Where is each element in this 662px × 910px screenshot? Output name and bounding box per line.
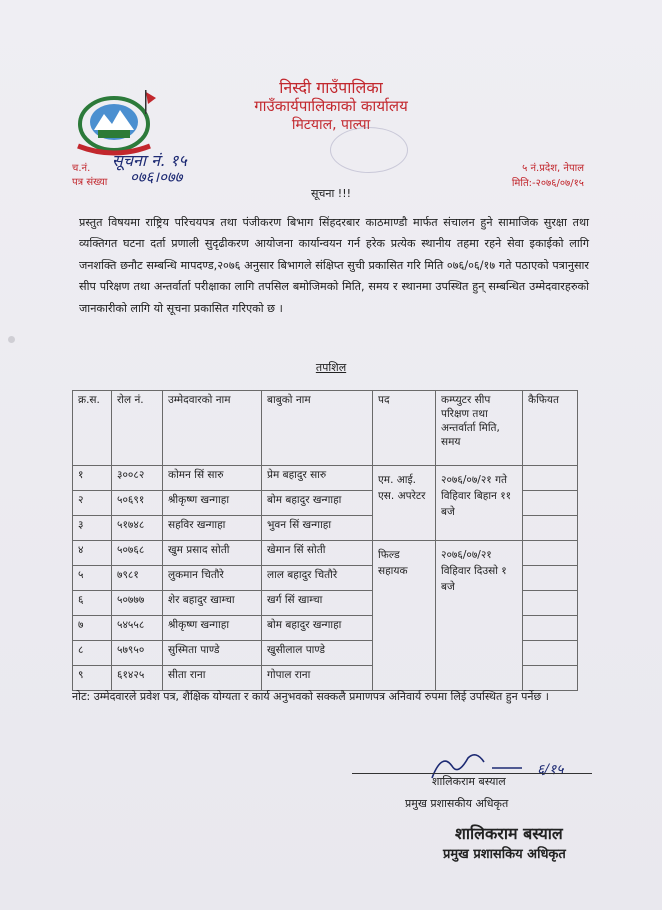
cell-candidate: सुस्मिता पाण्डे xyxy=(163,641,262,666)
col-serial: क्र.स. xyxy=(73,391,112,466)
cell-roll: ५०६९१ xyxy=(112,491,163,516)
cell-serial: ६ xyxy=(73,591,112,616)
cell-remarks xyxy=(523,566,578,591)
punch-hole xyxy=(8,336,15,343)
signatory-name: शालिकराम बस्याल xyxy=(432,775,506,788)
reference-label: च.नं. xyxy=(72,163,91,174)
cell-candidate: खुम प्रसाद सोती xyxy=(163,541,262,566)
name-stamp: शालिकराम बस्याल xyxy=(455,824,563,843)
col-father: बाबुको नाम xyxy=(262,391,373,466)
cell-candidate: श्रीकृष्ण खन्गाहा xyxy=(163,491,262,516)
cell-candidate: श्रीकृष्ण खन्गाहा xyxy=(163,616,262,641)
office-address: मिटयाल, पाल्पा xyxy=(291,117,371,133)
cell-father: खेमान सिं सोती xyxy=(262,541,373,566)
cell-serial: ३ xyxy=(73,516,112,541)
cell-candidate: सहविर खन्गाहा xyxy=(163,516,262,541)
cell-schedule-group2: २०७६/०७/२१ विहिवार दिउसो १ बजे xyxy=(436,541,523,691)
dispatch-label: पत्र संख्या xyxy=(72,177,108,188)
cell-remarks xyxy=(523,641,578,666)
annex-title: तपशिल xyxy=(315,361,347,374)
cell-father: खुसीलाल पाण्डे xyxy=(262,641,373,666)
cell-serial: ७ xyxy=(73,616,112,641)
cell-post-group1: एम. आई. एस. अपरेटर xyxy=(373,466,436,541)
cell-roll: ५४५५८ xyxy=(112,616,163,641)
cell-roll: ५१७४८ xyxy=(112,516,163,541)
dispatch-handwritten: ०७६।०७७ xyxy=(130,168,183,186)
col-remarks: कैफियत xyxy=(523,391,578,466)
col-schedule: कम्प्युटर सीप परिक्षण तथा अन्तर्वार्ता मिति, समय xyxy=(436,391,523,466)
cell-schedule-group1: २०७६/०७/२१ गते विहिवार बिहान ११ बजे xyxy=(436,466,523,541)
cell-roll: ६१४२५ xyxy=(112,666,163,691)
cell-roll: ३००८२ xyxy=(112,466,163,491)
cell-remarks xyxy=(523,491,578,516)
office-stamp xyxy=(330,127,408,173)
cell-father: प्रेम बहादुर सारु xyxy=(262,466,373,491)
title-stamp: प्रमुख प्रशासकिय अधिकृत xyxy=(443,847,566,862)
cell-remarks xyxy=(523,616,578,641)
reference-handwritten: सूचना नं. १५ xyxy=(112,151,187,170)
notice-body: प्रस्तुत विषयमा राष्ट्रिय परिचयपत्र तथा पंजीकरण बिभाग सिंहदरबार काठमाण्डौ मार्फत संचालन हुने सामाजिक सुरक्षा तथा व्यक्तिगत घटना दर्ता प्रणाली सुदृढीकरण आयोजना कार्यान्वयन गर्न हरेक प्रत्येक स्थानीय तहमा रहने सेवा इकाईको लागि जनशक्ति छनौट सम्बन्धि मापदण्ड,२०७६ अनुसार बिभागले संक्षिप्त सुची प्रकासित गरि मिति ०७६/०६/१७ गते पठाएको पत्रानुसार सीप परिक्षण तथा अन्तर्वार्ता परीक्षाका लागि तपसिल बमोजिमको मिति, समय र स्थानमा उपस्थित हुन् सम्बन्धित उम्मेदवारहरुको जानकारीको लागि यो सूचना प्रकासित गरिएको छ । xyxy=(79,216,589,315)
cell-father: बोम बहादुर खन्गाहा xyxy=(262,616,373,641)
cell-candidate: शेर बहादुर खाम्चा xyxy=(163,591,262,616)
col-post: पद xyxy=(373,391,436,466)
municipality-name: निस्दी गाउँपालिका xyxy=(279,78,383,97)
signatory-title: प्रमुख प्रशासकीय अधिकृत xyxy=(405,797,509,810)
table-row xyxy=(73,541,578,566)
candidate-table xyxy=(72,390,578,691)
cell-serial: ५ xyxy=(73,566,112,591)
note-text: नोट: उम्मेदवारले प्रवेश पत्र, शैक्षिक योग्यता र कार्य अनुभवको सक्कलै प्रमाणपत्र अनिवार्य रुपमा लिई उपस्थित हुन पर्नेछ । xyxy=(72,690,549,703)
office-name: गाउँकार्यपालिकाको कार्यालय xyxy=(254,97,408,115)
cell-father: बोम बहादुर खन्गाहा xyxy=(262,491,373,516)
cell-roll: ७९८१ xyxy=(112,566,163,591)
cell-remarks xyxy=(523,466,578,491)
cell-father: गोपाल राना xyxy=(262,666,373,691)
cell-candidate: लुकमान चितौरे xyxy=(163,566,262,591)
cell-serial: ९ xyxy=(73,666,112,691)
notice-subject: सूचना !!! xyxy=(310,187,352,200)
cell-serial: २ xyxy=(73,491,112,516)
cell-roll: ५०७७७ xyxy=(112,591,163,616)
cell-serial: १ xyxy=(73,466,112,491)
table-row xyxy=(73,466,578,491)
date-text: मिति:-२०७६/०७/१५ xyxy=(511,178,584,189)
table-header-row xyxy=(73,391,578,466)
cell-roll: ५०७६८ xyxy=(112,541,163,566)
signature-date: ६/१५ xyxy=(537,762,564,778)
cell-father: लाल बहादुर चितौरे xyxy=(262,566,373,591)
col-candidate: उम्मेदवारको नाम xyxy=(163,391,262,466)
cell-serial: ८ xyxy=(73,641,112,666)
cell-remarks xyxy=(523,516,578,541)
province-text: ५ नं.प्रदेश, नेपाल xyxy=(522,163,584,174)
cell-remarks xyxy=(523,591,578,616)
cell-roll: ५७९५० xyxy=(112,641,163,666)
cell-father: खर्ग सिं खाम्चा xyxy=(262,591,373,616)
cell-candidate: कोमन सिं सारु xyxy=(163,466,262,491)
cell-father: भुवन सिं खन्गाहा xyxy=(262,516,373,541)
cell-candidate: सीता राना xyxy=(163,666,262,691)
cell-remarks xyxy=(523,541,578,566)
col-roll: रोल नं. xyxy=(112,391,163,466)
cell-serial: ४ xyxy=(73,541,112,566)
cell-post-group2: फिल्ड सहायक xyxy=(373,541,436,691)
